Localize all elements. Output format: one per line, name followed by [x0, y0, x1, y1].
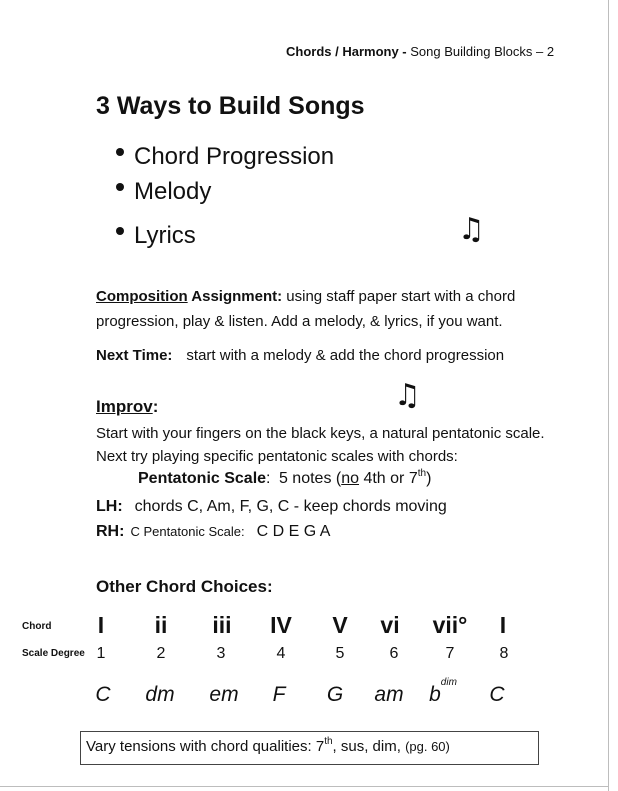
- lh-text: chords C, Am, F, G, C - keep chords moving: [134, 498, 447, 515]
- scale-degree: 1: [96, 645, 106, 662]
- pentatonic-close: ): [426, 470, 432, 487]
- rh-line: [96, 523, 330, 541]
- music-note-icon: ♫: [458, 212, 485, 247]
- composition-line-2: progression, play & listen. Add a melody, & lyrics, if you want.: [96, 313, 503, 330]
- composition-label: Composition: [96, 288, 188, 305]
- chord-name: am: [374, 683, 404, 706]
- assignment-label: Assignment:: [187, 288, 283, 305]
- rh-small-label: C Pentatonic Scale:: [130, 524, 245, 539]
- chord-numeral: iii: [212, 612, 232, 638]
- rh-label: RH:: [96, 523, 125, 540]
- bullet-dot: [115, 149, 130, 164]
- pentatonic-sup: th: [417, 468, 427, 479]
- scale-degree: 2: [156, 645, 166, 662]
- composition-text: using staff paper start with a chord: [282, 288, 516, 305]
- tension-text-after: , sus, dim,: [332, 738, 401, 755]
- page-title: 3 Ways to Build Songs: [96, 92, 365, 120]
- chord-numeral: IV: [270, 612, 292, 638]
- improv-line-2: Next try playing specific pentatonic scales with chords:: [96, 448, 458, 465]
- header-subtitle: Song Building Blocks – 2: [410, 44, 555, 59]
- chord-row-label: Chord: [22, 621, 52, 632]
- pentatonic-line: [138, 470, 431, 488]
- scale-degree: 7: [445, 645, 455, 662]
- chord-numeral: vii°: [432, 612, 468, 638]
- way-item: [115, 178, 211, 206]
- chord-numeral: I: [97, 612, 105, 638]
- scale-degree: 6: [389, 645, 399, 662]
- chord-name: dm: [145, 683, 175, 706]
- tension-text-before: Vary tensions with chord qualities: 7: [86, 738, 325, 755]
- way-label: Chord Progression: [134, 143, 335, 170]
- lh-label: LH:: [96, 498, 123, 515]
- lh-line: [96, 498, 447, 516]
- composition-line-1: [96, 288, 515, 305]
- chord-numeral: vi: [380, 612, 400, 638]
- chord-name: G: [326, 683, 344, 706]
- pentatonic-label: Pentatonic Scale: [138, 470, 267, 487]
- chord-numeral: I: [499, 612, 507, 638]
- page-edge-right: [608, 0, 609, 791]
- pentatonic-no: no: [341, 470, 360, 487]
- tension-text: [86, 738, 450, 755]
- degree-row-label: Scale Degree: [22, 648, 85, 659]
- header-section: Chords / Harmony -: [286, 44, 407, 59]
- way-item: [115, 143, 334, 171]
- improv-title: Improv: [96, 397, 153, 416]
- scale-degree: 3: [216, 645, 226, 662]
- next-time-line: [96, 347, 504, 364]
- music-note-icon: ♫: [394, 378, 421, 413]
- bullet-dot: [115, 184, 130, 199]
- improv-heading: [96, 397, 158, 417]
- pentatonic-rest: 4th or 7: [359, 470, 418, 487]
- improv-colon: :: [152, 397, 159, 416]
- chord-numeral: V: [332, 612, 348, 638]
- chord-numeral: ii: [154, 612, 168, 638]
- page-reference: (pg. 60): [405, 739, 450, 754]
- way-label: Lyrics: [134, 222, 196, 249]
- next-time-label: Next Time:: [96, 347, 173, 364]
- pentatonic-colon: :: [266, 470, 271, 487]
- other-choices-title: Other Chord Choices:: [96, 577, 273, 596]
- chord-name: em: [209, 683, 239, 706]
- rh-notes: C D E G A: [256, 523, 331, 540]
- chord-name: C: [489, 683, 505, 706]
- page-edge-bottom: [0, 786, 609, 787]
- pentatonic-text: 5 notes (: [278, 470, 342, 487]
- way-label: Melody: [134, 178, 212, 205]
- scale-degree: 8: [499, 645, 509, 662]
- way-item: [115, 222, 196, 250]
- dim-superscript: dim: [440, 677, 457, 688]
- scale-degree: 5: [335, 645, 345, 662]
- bullet-dot: [115, 228, 130, 243]
- tension-sup: th: [324, 736, 333, 747]
- scale-degree: 4: [276, 645, 286, 662]
- next-time-text: start with a melody & add the chord progression: [186, 347, 505, 364]
- chord-name-b: [413, 677, 473, 707]
- chord-name-b-letter: b: [429, 683, 441, 706]
- page-header: [286, 44, 554, 59]
- chord-name: C: [95, 683, 111, 706]
- chord-name: F: [272, 683, 286, 706]
- improv-line-1: Start with your fingers on the black keys, a natural pentatonic scale.: [96, 425, 545, 442]
